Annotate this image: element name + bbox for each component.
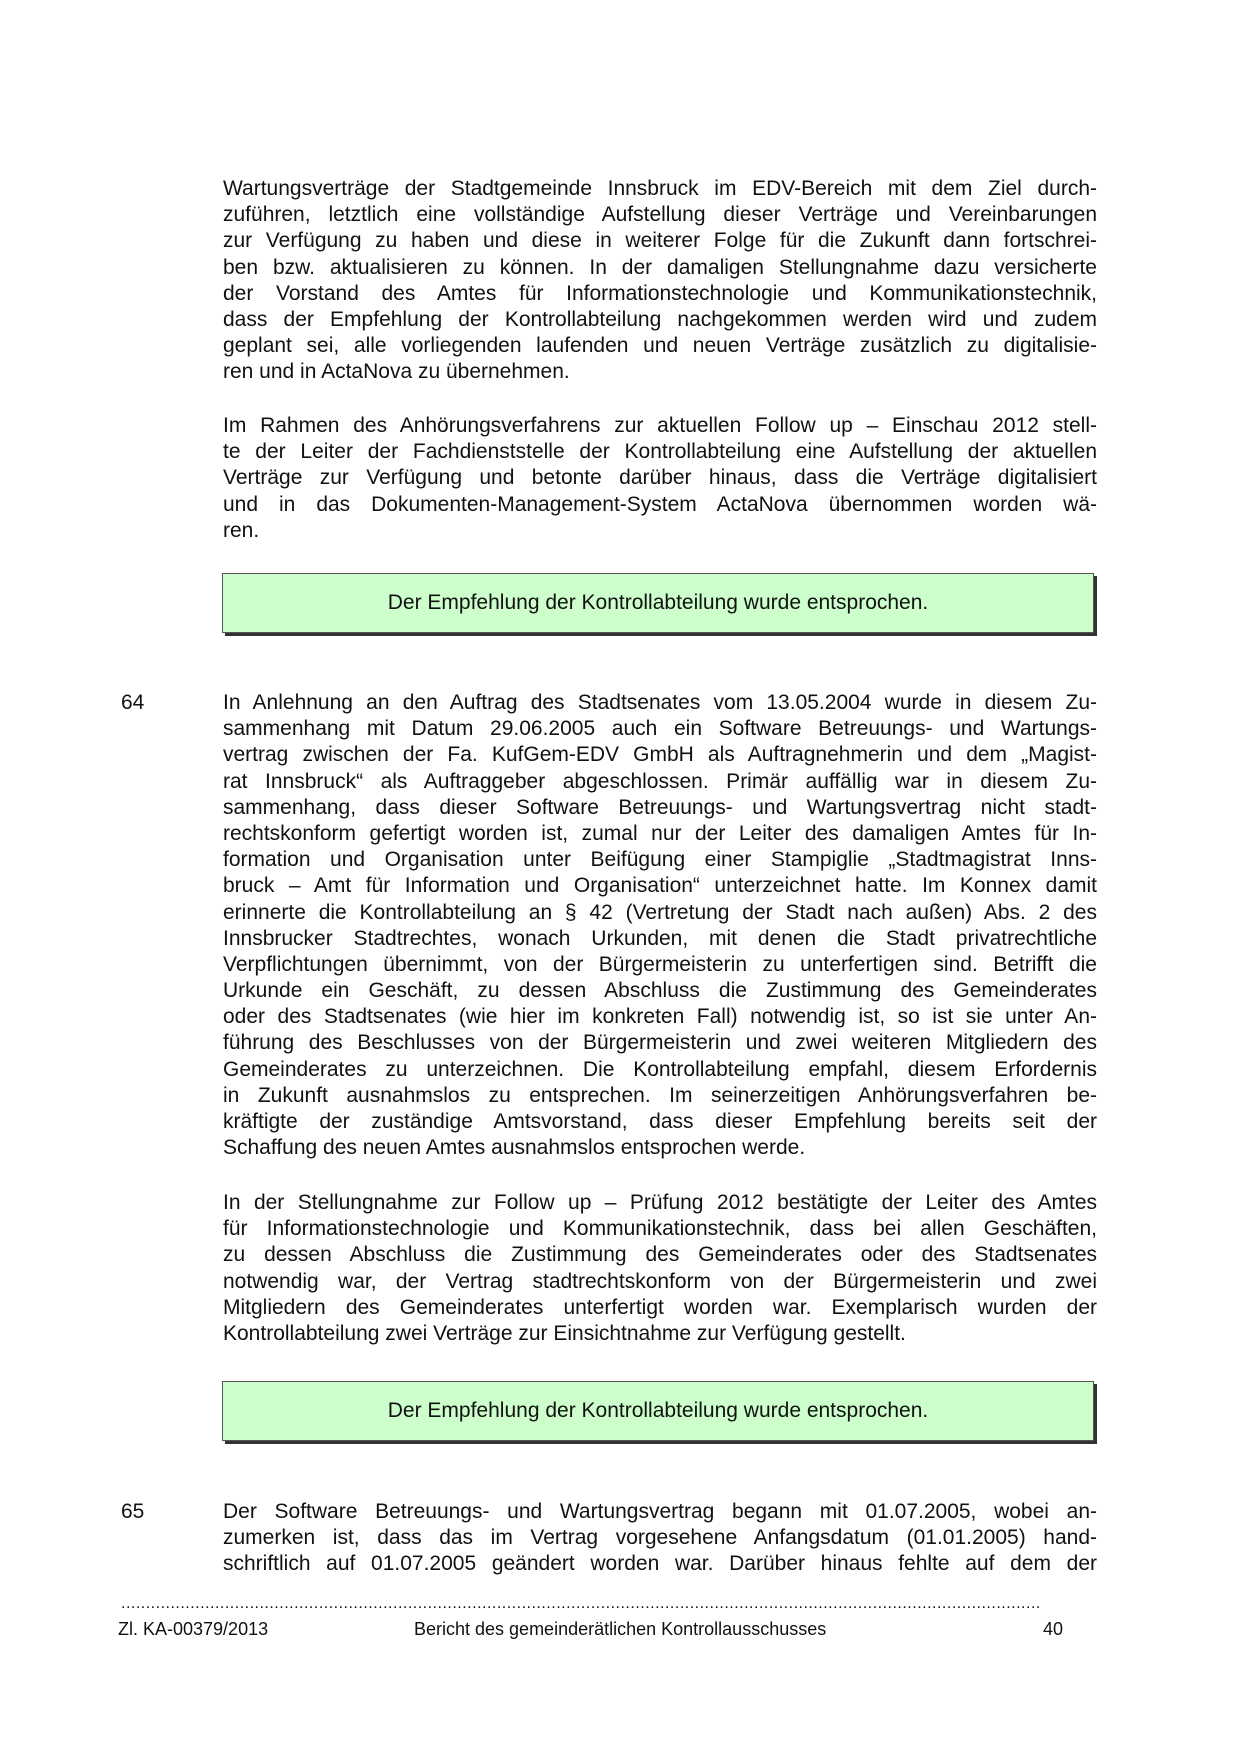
text-line: sammenhang, dass dieser Software Betreuungs- und Wartungsvertrag nicht stadt- — [223, 795, 1097, 819]
text-line: sammenhang mit Datum 29.06.2005 auch ein Software Betreuungs- und Wartungs- — [223, 717, 1097, 741]
result-text: Der Empfehlung der Kontrollabteilung wurde entsprochen. — [387, 591, 929, 614]
section-number: 64 — [121, 691, 145, 714]
section-64-paragraph-2 — [223, 1190, 1097, 1347]
section-65-paragraph-1 — [223, 1499, 1097, 1578]
text-line: in Zukunft ausnahmslos zu entsprechen. Im seinerzeitigen Anhörungsverfahren be- — [223, 1083, 1097, 1107]
text-line: Wartungsverträge der Stadtgemeinde Innsbruck im EDV-Bereich mit dem Ziel durch- — [223, 177, 1097, 200]
text-line: zumerken ist, dass das im Vertrag vorgesehene Anfangsdatum (01.01.2005) hand- — [223, 1526, 1097, 1550]
text-line: Kontrollabteilung zwei Verträge zur Einsichtnahme zur Verfügung gestellt. — [223, 1321, 906, 1345]
text-line: zu dessen Abschluss die Zustimmung des Gemeinderates oder des Stadtsenates — [223, 1243, 1097, 1267]
text-line: oder des Stadtsenates (wie hier im konkreten Fall) notwendig ist, so ist sie unter An- — [223, 1005, 1097, 1029]
text-line: Der Software Betreuungs- und Wartungsvertrag begann mit 01.07.2005, wobei an- — [223, 1500, 1097, 1523]
text-line: zuführen, letztlich eine vollständige Aufstellung dieser Verträge und Vereinbarungen — [223, 203, 1097, 227]
text-line: der Vorstand des Amtes für Informationstechnologie und Kommunikationstechnik, — [223, 281, 1097, 305]
text-line: Verpflichtungen übernimmt, von der Bürgermeisterin zu unterfertigen sind. Betrifft die — [223, 952, 1097, 976]
text-line: ren und in ActaNova zu übernehmen. — [223, 360, 570, 384]
text-line: führung des Beschlusses von der Bürgermeisterin und zwei weiteren Mitgliedern des — [223, 1031, 1097, 1055]
text-line: erinnerte die Kontrollabteilung an § 42 (Vertretung der Stadt nach außen) Abs. 2 des — [223, 900, 1097, 924]
text-line: Urkunde ein Geschäft, zu dessen Abschluss die Zustimmung des Gemeinderates — [223, 979, 1097, 1003]
result-text: Der Empfehlung der Kontrollabteilung wurde entsprochen. — [387, 1399, 929, 1422]
text-line: dass der Empfehlung der Kontrollabteilung nachgekommen werden wird und zudem — [223, 307, 1097, 331]
text-line: Schaffung des neuen Amtes ausnahmslos entsprochen werde. — [223, 1136, 806, 1160]
text-line: notwendig war, der Vertrag stadtrechtskonform von der Bürgermeisterin und zwei — [223, 1269, 1097, 1293]
section-number: 65 — [121, 1500, 145, 1523]
text-line: Verträge zur Verfügung und betonte darüber hinaus, dass die Verträge digitalisiert — [223, 466, 1097, 490]
text-line: bruck – Amt für Information und Organisation“ unterzeichnet hatte. Im Konnex damit — [223, 874, 1097, 898]
paragraph-hearing-procedure — [223, 413, 1097, 544]
text-line: rat Innsbruck“ als Auftraggeber abgeschlossen. Primär auffällig war in diesem Zu- — [223, 769, 1097, 793]
text-line: geplant sei, alle vorliegenden laufenden und neuen Verträge zusätzlich zu digitalisie- — [223, 334, 1097, 358]
footer-divider: .......................................................................................................................................................................................... — [121, 1597, 1041, 1611]
text-line: ren. — [223, 518, 260, 542]
result-box — [222, 1381, 1094, 1441]
result-box — [222, 573, 1094, 633]
footer-reference: Zl. KA-00379/2013 — [118, 1619, 269, 1639]
text-line: Gemeinderates zu unterzeichnen. Die Kontrollabteilung empfahl, diesem Erfordernis — [223, 1057, 1097, 1081]
paragraph-contracts-continuation — [223, 176, 1097, 386]
text-line: für Informationstechnologie und Kommunikationstechnik, dass bei allen Geschäften, — [223, 1217, 1097, 1241]
text-line: zur Verfügung zu haben und diese in weiterer Folge für die Zukunft dann fortschrei- — [223, 229, 1097, 253]
text-line: schriftlich auf 01.07.2005 geändert worden war. Darüber hinaus fehlte auf dem der — [223, 1552, 1097, 1576]
text-line: kräftigte der zuständige Amtsvorstand, dass dieser Empfehlung bereits seit der — [223, 1110, 1097, 1133]
text-line: und in das Dokumenten-Management-System ActaNova übernommen worden wä- — [223, 492, 1097, 516]
footer-title: Bericht des gemeinderätlichen Kontrollausschusses — [414, 1619, 827, 1639]
text-line: Im Rahmen des Anhörungsverfahrens zur aktuellen Follow up – Einschau 2012 stell- — [223, 414, 1097, 437]
text-line: In Anlehnung an den Auftrag des Stadtsenates vom 13.05.2004 wurde in diesem Zu- — [223, 691, 1097, 714]
section-64-paragraph-1 — [223, 690, 1097, 1161]
text-line: formation und Organisation unter Beifügung einer Stampiglie „Stadtmagistrat Inns- — [223, 848, 1097, 872]
text-line: rechtskonform gefertigt worden ist, zumal nur der Leiter des damaligen Amtes für In- — [223, 821, 1097, 845]
text-line: vertrag zwischen der Fa. KufGem-EDV GmbH als Auftragnehmerin und dem „Magist- — [223, 743, 1097, 767]
text-line: Mitgliedern des Gemeinderates unterfertigt worden war. Exemplarisch wurden der — [223, 1295, 1097, 1319]
text-line: In der Stellungnahme zur Follow up – Prüfung 2012 bestätigte der Leiter des Amtes — [223, 1191, 1097, 1214]
page-number: 40 — [1043, 1619, 1064, 1639]
text-line: te der Leiter der Fachdienststelle der Kontrollabteilung eine Aufstellung der aktuellen — [223, 440, 1097, 464]
text-line: Innsbrucker Stadtrechtes, wonach Urkunden, mit denen die Stadt privatrechtliche — [223, 926, 1097, 950]
text-line: ben bzw. aktualisieren zu können. In der damaligen Stellungnahme dazu versicherte — [223, 255, 1097, 279]
